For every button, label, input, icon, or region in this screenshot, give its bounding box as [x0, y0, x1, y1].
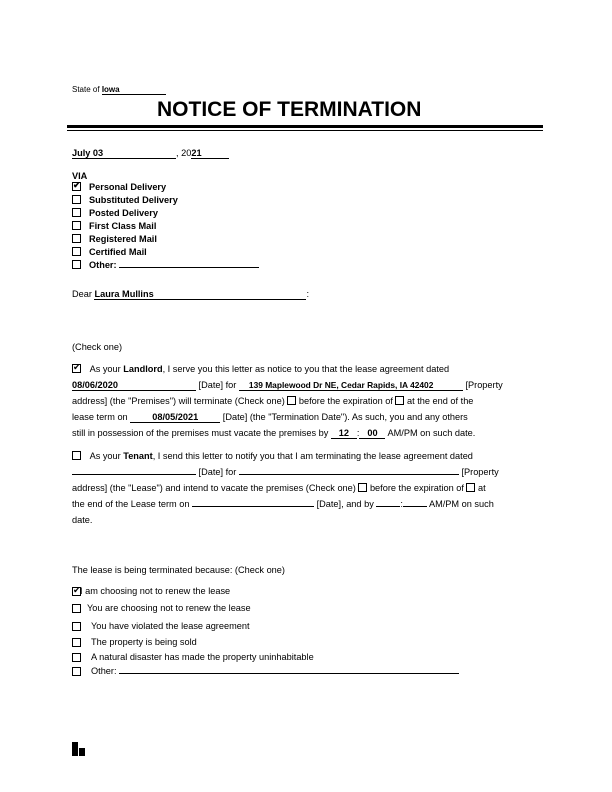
reason-option: [91, 636, 197, 649]
via-option[interactable]: [72, 260, 259, 270]
reason-option-label: You are choosing not to renew the lease: [87, 603, 251, 613]
via-option-label: Substituted Delivery: [89, 195, 178, 205]
via-checkbox[interactable]: [72, 195, 81, 204]
date-line: [72, 147, 229, 160]
via-checkbox[interactable]: [72, 182, 81, 191]
property-address-field[interactable]: 139 Maplewood Dr NE, Cedar Rapids, IA 42402: [239, 381, 463, 391]
reason-option-label: You have violated the lease agreement: [91, 621, 250, 631]
vacate-minute-field[interactable]: 00: [359, 429, 385, 439]
document-logo-icon: [72, 742, 86, 756]
tenant-lease-date-field[interactable]: [72, 474, 196, 475]
reason-checkbox[interactable]: [72, 638, 81, 647]
reason-option: [80, 585, 230, 598]
reason-option: [91, 651, 314, 664]
reason-checkbox[interactable]: [72, 622, 81, 631]
tenant-hour-field[interactable]: [376, 506, 400, 507]
termination-date-field[interactable]: 08/05/2021: [130, 413, 220, 423]
year-field[interactable]: 21: [191, 149, 229, 159]
check-one-label: (Check one): [72, 342, 123, 352]
via-option[interactable]: [72, 182, 166, 192]
reason-option: [87, 602, 251, 615]
landlord-checkbox[interactable]: [72, 364, 81, 373]
landlord-paragraph: ✔ As your Landlord, I serve you this letter as notice to you that the lease agreement dated 08/06/2020 [Date] for 139 Maplewood Dr NE, Cedar Rapids, IA 42402 [Property address] (the "Premises") will terminate (Check one) before the expiration of at the end of the lease term on 08/05/2021 [Date] (the "Termination Date"). As such, you and any others still in possession of the premises must vacate the premises by 12 : 00 AM/PM on such date.: [72, 361, 542, 441]
via-option-label: Certified Mail: [89, 247, 147, 257]
state-field[interactable]: Iowa: [102, 85, 166, 95]
reason-option: [91, 620, 250, 633]
tenant-paragraph: As your Tenant, I send this letter to notify you that I am terminating the lease agreement dated [Date] for [Property address] (the "Lease") and intend to vacate the premises (Check one) before the expiration of at the end of the Lease term on [Date], and by : AM/PM on such date.: [72, 451, 499, 525]
tenant-property-address-field[interactable]: [239, 474, 459, 475]
via-option[interactable]: [72, 234, 157, 244]
title-rule-thin: [67, 130, 543, 131]
via-checkbox[interactable]: [72, 247, 81, 256]
reason-option-label: A natural disaster has made the property uninhabitable: [91, 652, 314, 662]
reason-option-label: Other:: [91, 666, 120, 676]
reason-option-label: The property is being sold: [91, 637, 197, 647]
tenant-minute-field[interactable]: [403, 506, 427, 507]
vacate-hour-field[interactable]: 12: [331, 429, 357, 439]
via-other-field[interactable]: [119, 267, 259, 268]
reason-checkbox[interactable]: [72, 604, 81, 613]
via-option-label: Registered Mail: [89, 234, 157, 244]
reason-other-field[interactable]: [119, 673, 459, 674]
tenant-before-expiration-checkbox[interactable]: [358, 483, 367, 492]
via-option[interactable]: [72, 221, 156, 231]
tenant-term-date-field[interactable]: [192, 506, 314, 507]
via-checkbox[interactable]: [72, 260, 81, 269]
reason-option: [91, 665, 459, 678]
via-option-label: First Class Mail: [89, 221, 157, 231]
page-title: NOTICE OF TERMINATION: [157, 98, 422, 121]
reason-checkbox[interactable]: [72, 667, 81, 676]
landlord-before-expiration-checkbox[interactable]: [287, 396, 296, 405]
date-separator: , 20: [176, 148, 192, 158]
salutation: Dear Laura Mullins :: [72, 289, 310, 299]
tenant-end-of-term-checkbox[interactable]: [466, 483, 475, 492]
landlord-end-of-term-checkbox[interactable]: [395, 396, 404, 405]
via-checkbox[interactable]: [72, 234, 81, 243]
state-label: State of: [72, 85, 100, 94]
via-option[interactable]: [72, 208, 158, 218]
via-option-label: Personal Delivery: [89, 182, 167, 192]
recipient-name-field[interactable]: Laura Mullins: [94, 290, 306, 300]
tenant-checkbox[interactable]: [72, 451, 81, 460]
via-option[interactable]: [72, 195, 178, 205]
via-option-label: Other:: [89, 260, 120, 270]
state-line: [72, 85, 166, 95]
via-checkbox[interactable]: [72, 208, 81, 217]
reasons-heading: The lease is being terminated because: (Check one): [72, 565, 285, 575]
via-option-label: Posted Delivery: [89, 208, 158, 218]
via-heading: VIA: [72, 171, 88, 181]
lease-date-field[interactable]: 08/06/2020: [72, 381, 196, 391]
title-rule-thick: [67, 125, 543, 128]
reason-checkbox[interactable]: [72, 653, 81, 662]
via-checkbox[interactable]: [72, 221, 81, 230]
date-field[interactable]: July 03: [72, 149, 176, 159]
via-option[interactable]: [72, 247, 147, 257]
reason-option-label: I am choosing not to renew the lease: [80, 586, 231, 596]
